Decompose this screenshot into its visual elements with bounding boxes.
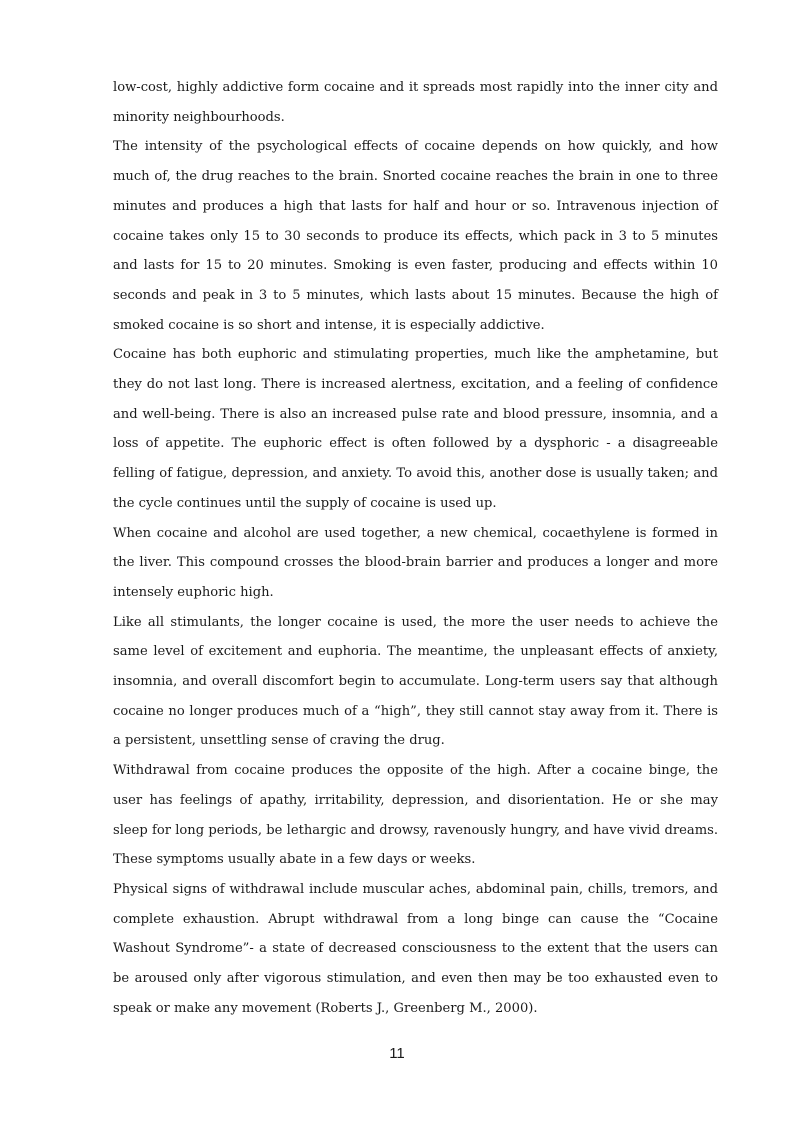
paragraph-cocaethylene: When cocaine and alcohol are used together, a new chemical, cocaethylene is formed in the liver. This compound crosses the blood-brain barrier and produces a longer and more intensely euphoric high. [113, 525, 718, 600]
paragraph-withdrawal: Withdrawal from cocaine produces the opposite of the high. After a cocaine binge, the user has feelings of apathy, irritability, depression, and disorientation. He or she may sleep for long periods, be lethargic and drowsy, ravenously hungry, and have vivid dreams. These symptoms usually abate in a few days or weeks. [113, 763, 718, 868]
body-text [113, 73, 718, 1024]
paragraph-crack-cocaine: low-cost, highly addictive form cocaine and it spreads most rapidly into the inner city and minority neighbourhoods. [113, 80, 718, 125]
paragraph-euphoric-properties: Cocaine has both euphoric and stimulating properties, much like the amphetamine, but they do not last long. There is increased alertness, excitation, and a feeling of confidence and well-being. There is also an increased pulse rate and blood pressure, insomnia, and a loss of appetite. The euphoric effect is often followed by a dysphoric - a disagreeable felling of fatigue, depression, and anxiety. To avoid this, another dose is usually taken; and the cycle continues until the supply of cocaine is used up. [113, 347, 718, 511]
paragraph-tolerance: Like all stimulants, the longer cocaine is used, the more the user needs to achieve the same level of excitement and euphoria. The meantime, the unpleasant effects of anxiety, insomnia, and overall discomfort begin to accumulate. Long-term users say that although cocaine no longer produces much of a “high”, they still cannot stay away from it. There is a persistent, unsettling sense of craving the drug. [113, 614, 718, 749]
paragraph-psychological-effects: The intensity of the psychological effects of cocaine depends on how quickly, and how much of, the drug reaches to the brain. Snorted cocaine reaches the brain in one to three minutes and produces a high that lasts for half and hour or so. Intravenous injection of cocaine takes only 15 to 30 seconds to produce its effects, which pack in 3 to 5 minutes and lasts for 15 to 20 minutes. Smoking is even faster, producing and effects within 10 seconds and peak in 3 to 5 minutes, which lasts about 15 minutes. Because the high of smoked cocaine is so short and intense, it is especially addictive. [113, 139, 718, 333]
page-number: 11 [389, 1045, 405, 1062]
paragraph-physical-signs: Physical signs of withdrawal include muscular aches, abdominal pain, chills, tremors, and complete exhaustion. Abrupt withdrawal from a long binge can cause the “Cocaine Washout Syndrome”- a state of decreased consciousness to the extent that the users can be aroused only after vigorous stimulation, and even then may be too exhausted even to speak or make any movement (Roberts J., Greenberg M., 2000). [113, 881, 718, 1016]
